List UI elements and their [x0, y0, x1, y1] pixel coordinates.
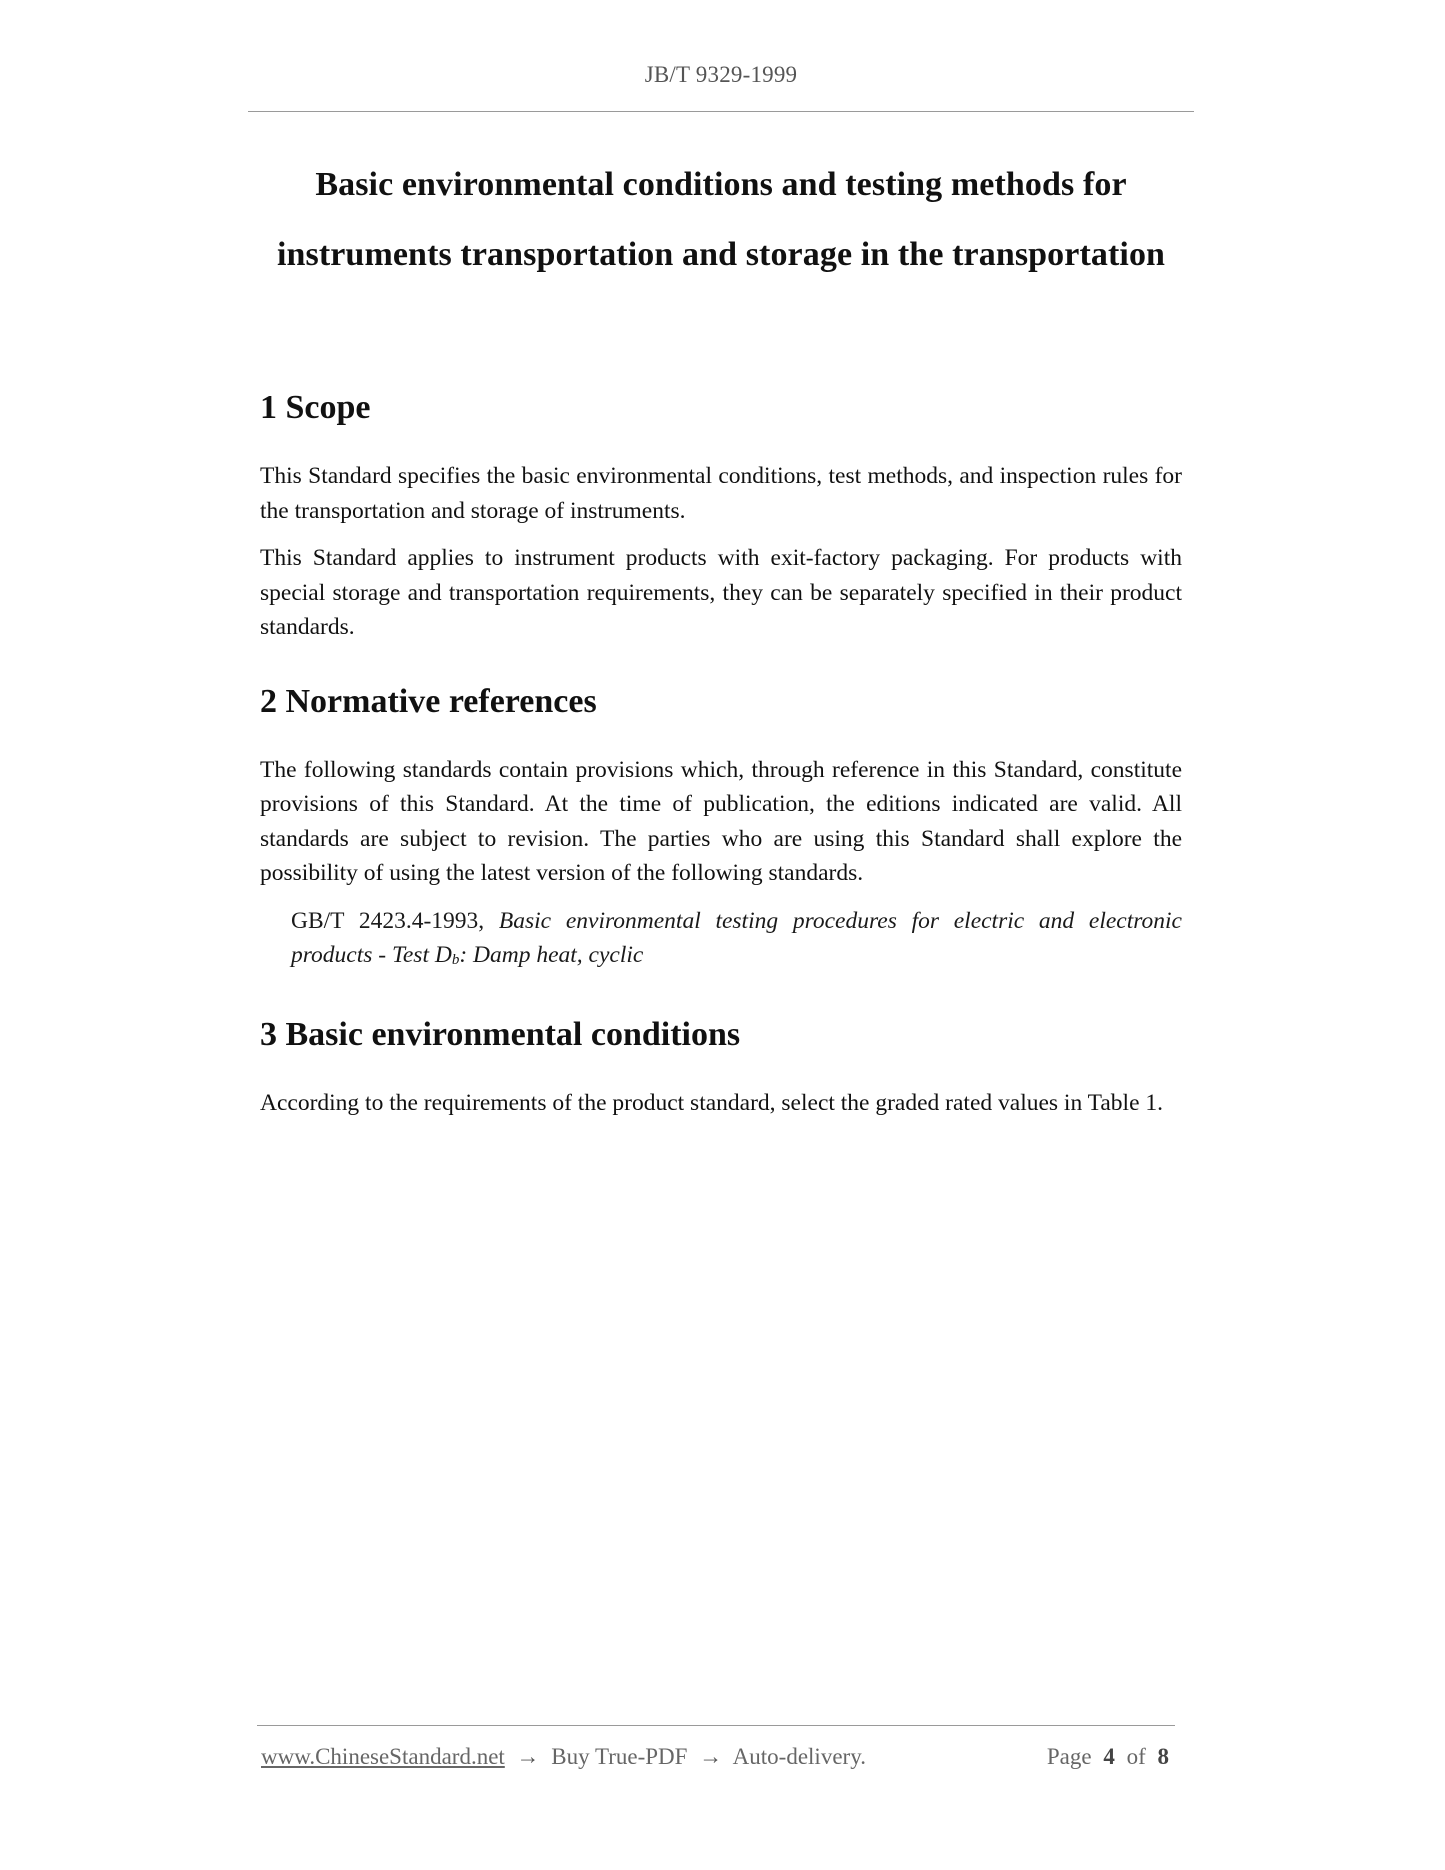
- scope-paragraph-2: This Standard applies to instrument products with exit-factory packaging. For products with special storage and transportation requirements, they can be separately specified in their product standards.: [260, 545, 1182, 640]
- page-content: [260, 150, 1182, 1120]
- reference-title: Basic environmental testing procedures for electric and electronic products - Test Db: Damp heat, cyclic: [291, 907, 1182, 968]
- of-word: of: [1126, 1744, 1146, 1769]
- header-divider: [248, 111, 1194, 112]
- arrow-right-icon: →: [699, 1744, 723, 1769]
- footer-left: [261, 1744, 866, 1770]
- auto-delivery-text: Auto-delivery.: [732, 1744, 866, 1769]
- section-heading-basic-conditions: 3 Basic environmental conditions: [260, 1015, 741, 1053]
- arrow-right-icon: →: [516, 1744, 540, 1769]
- title-line-2: instruments transportation and storage in the transportation: [276, 236, 1166, 273]
- reference-subscript: b: [451, 952, 460, 968]
- running-header: JB/T 9329-1999: [644, 62, 798, 87]
- page-footer: [261, 1744, 1175, 1770]
- scope-paragraph-1: This Standard specifies the basic environmental conditions, test methods, and inspection rules for the transportation and storage of instruments.: [260, 463, 1182, 524]
- section-heading-scope: 1 Scope: [260, 389, 371, 426]
- reference-code: GB/T 2423.4-1993,: [291, 907, 485, 934]
- page-current: 4: [1103, 1744, 1115, 1769]
- buy-true-pdf-text: Buy True-PDF: [551, 1744, 688, 1769]
- spacer: [260, 290, 1182, 387]
- reference-entry: [291, 904, 1182, 978]
- page-indicator: [1047, 1744, 1175, 1770]
- site-link[interactable]: www.ChineseStandard.net: [261, 1744, 505, 1769]
- page-word: Page: [1046, 1744, 1092, 1769]
- conditions-paragraph: According to the requirements of the product standard, select the graded rated values in Table 1.: [260, 1089, 1164, 1116]
- page-total: 8: [1157, 1744, 1169, 1769]
- footer-divider: [257, 1725, 1175, 1726]
- normative-paragraph: The following standards contain provisions which, through reference in this Standard, constitute provisions of this Standard. At the time of publication, the editions indicated are valid. All standards are subject to revision. The parties who are using this Standard shall explore the possibility of using the latest version of the following standards.: [260, 756, 1182, 886]
- document-title: [260, 150, 1182, 290]
- section-heading-normative-references: 2 Normative references: [260, 682, 597, 720]
- title-line-1: Basic environmental conditions and testing methods for: [315, 166, 1127, 203]
